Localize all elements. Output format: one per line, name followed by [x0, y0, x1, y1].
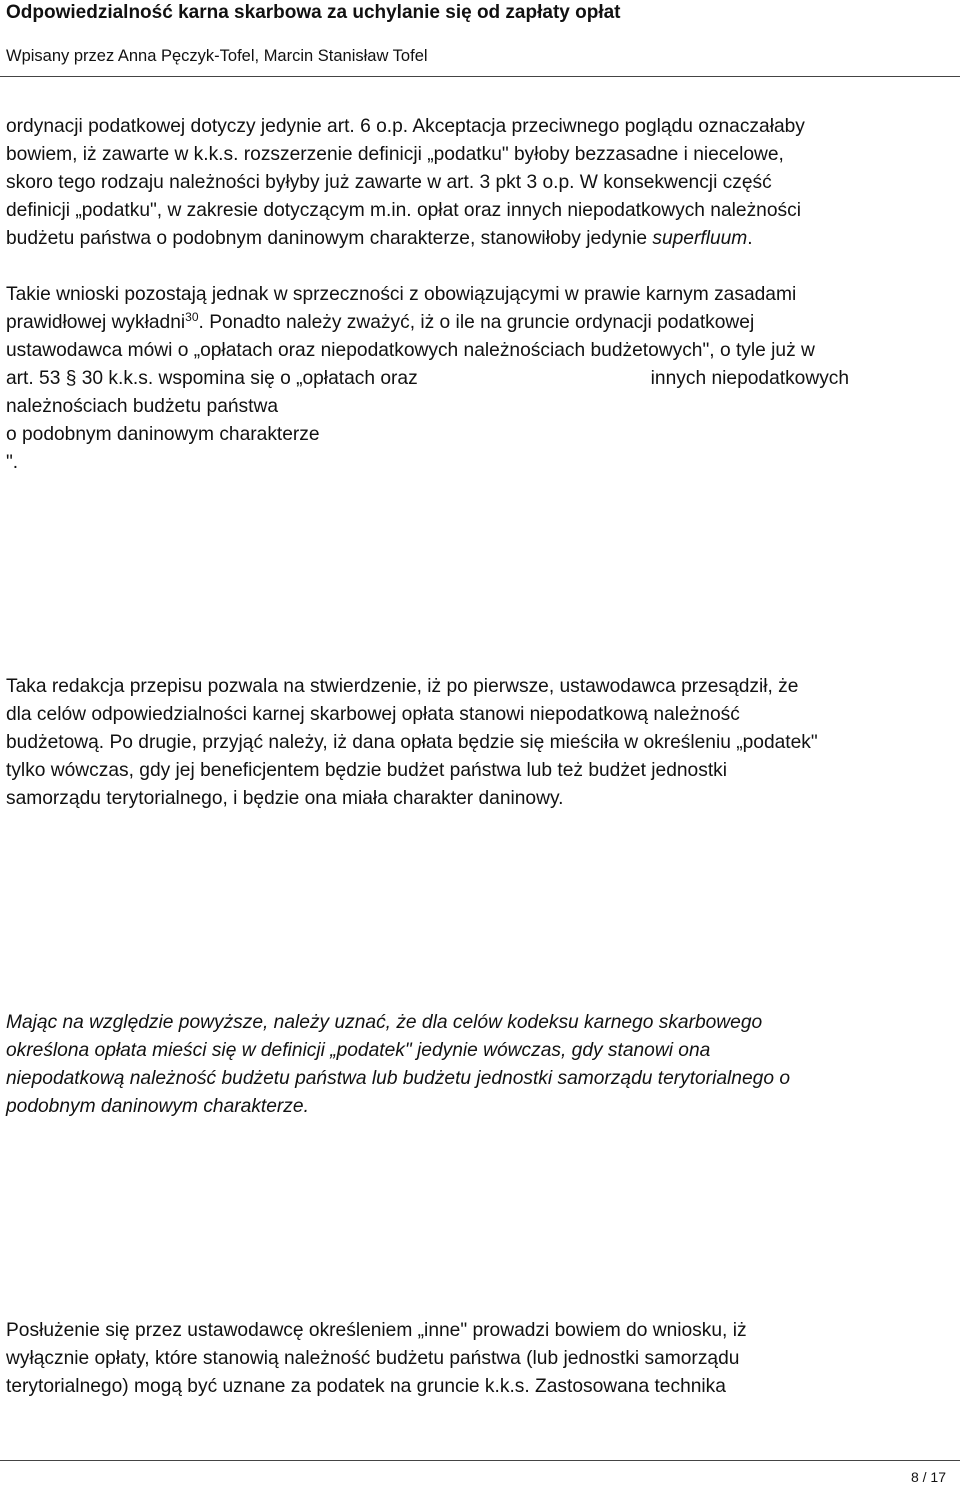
text-line: skoro tego rodzaju należności byłyby już zawarte w art. 3 pkt 3 o.p. W konsekwencji część	[6, 172, 772, 193]
text-run: .	[747, 228, 753, 249]
text-line: o podobnym daninowym charakterze	[6, 424, 320, 445]
footer-divider	[0, 1460, 960, 1461]
document-title: Odpowiedzialność karna skarbowa za uchylanie się od zapłaty opłat	[6, 2, 621, 23]
text-line	[6, 225, 958, 253]
text-line: ustawodawca mówi o „opłatach oraz niepodatkowych należnościach budżetowych", o tyle już w	[6, 340, 815, 361]
text-line: niepodatkową należność budżetu państwa lub budżetu jednostki samorządu terytorialnego o	[6, 1068, 790, 1089]
text-run: . Ponadto należy zważyć, iż o ile na gruncie ordynacji podatkowej	[198, 312, 755, 333]
text-line: budżetową. Po drugie, przyjąć należy, iż dana opłata będzie się mieściła w określeniu „podatek"	[6, 732, 818, 753]
text-line: bowiem, iż zawarte w k.k.s. rozszerzenie definicji „podatku" byłoby bezzasadne i niecelowe,	[6, 144, 784, 165]
text-line: wyłącznie opłaty, które stanowią należność budżetu państwa (lub jednostki samorządu	[6, 1348, 740, 1369]
italic-term: superfluum	[652, 228, 748, 249]
paragraph-2	[6, 281, 958, 477]
paragraph-1	[6, 113, 958, 253]
text-line	[6, 309, 958, 337]
text-line: podobnym daninowym charakterze.	[6, 1096, 309, 1117]
paragraph-5	[6, 1317, 958, 1401]
text-line: ordynacji podatkowej dotyczy jedynie art. 6 o.p. Akceptacja przeciwnego poglądu oznaczałaby	[6, 116, 805, 137]
text-line: dla celów odpowiedzialności karnej skarbowej opłata stanowi niepodatkową należność	[6, 704, 740, 725]
text-run: prawidłowej wykładni	[6, 312, 186, 333]
text-run: innych niepodatkowych	[650, 368, 850, 389]
text-line: ".	[6, 452, 19, 473]
paragraph-3	[6, 673, 958, 813]
text-line: Mając na względzie powyższe, należy uznać, że dla celów kodeksu karnego skarbowego	[6, 1012, 763, 1033]
footnote-ref[interactable]: 30	[185, 310, 199, 324]
text-line	[6, 365, 958, 393]
text-line: należnościach budżetu państwa	[6, 396, 279, 417]
text-run: budżetu państwa o podobnym daninowym charakterze, stanowiłoby jedynie	[6, 228, 653, 249]
text-line: samorządu terytorialnego, i będzie ona miała charakter daninowy.	[6, 788, 564, 809]
text-line: określona opłata mieści się w definicji „podatek" jedynie wówczas, gdy stanowi ona	[6, 1040, 711, 1061]
text-line: definicji „podatku", w zakresie dotyczącym m.in. opłat oraz innych niepodatkowych należności	[6, 200, 801, 221]
text-line: Posłużenie się przez ustawodawcę określeniem „inne" prowadzi bowiem do wniosku, iż	[6, 1320, 747, 1341]
text-line: Taka redakcja przepisu pozwala na stwierdzenie, iż po pierwsze, ustawodawca przesądził, że	[6, 676, 799, 697]
document-authors: Wpisany przez Anna Pęczyk-Tofel, Marcin Stanisław Tofel	[6, 47, 428, 65]
header-divider	[0, 76, 960, 77]
text-run: art. 53 § 30 k.k.s. wspomina się o „opłatach oraz	[6, 368, 418, 389]
text-line: tylko wówczas, gdy jej beneficjentem będzie budżet państwa lub też budżet jednostki	[6, 760, 728, 781]
paragraph-4-conclusion	[6, 1009, 958, 1121]
text-line: terytorialnego) mogą być uznane za podatek na gruncie k.k.s. Zastosowana technika	[6, 1376, 726, 1397]
page-number: 8 / 17	[910, 1469, 946, 1485]
text-line: Takie wnioski pozostają jednak w sprzeczności z obowiązującymi w prawie karnym zasadami	[6, 284, 797, 305]
